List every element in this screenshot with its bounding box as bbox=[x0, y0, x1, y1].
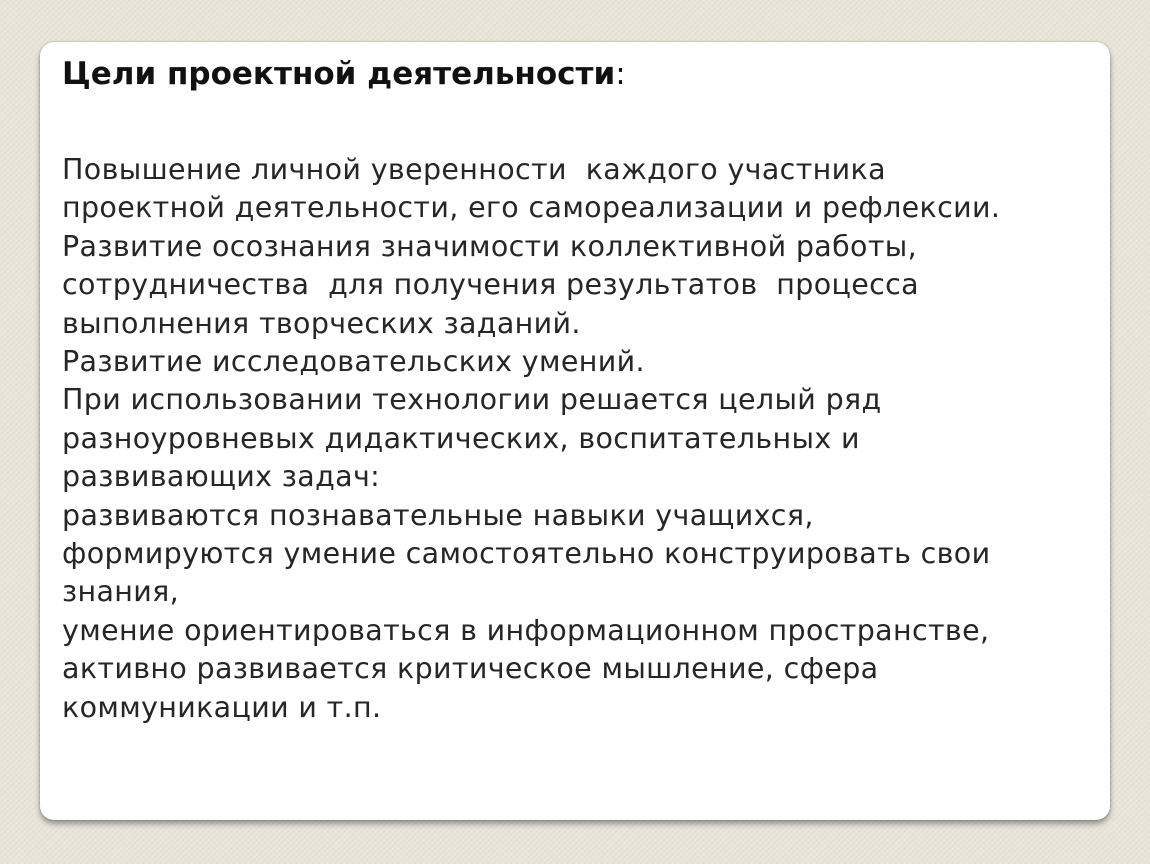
text-line: выполнения творческих заданий. bbox=[62, 306, 581, 340]
slide-title bbox=[62, 54, 1090, 94]
slide-body-text bbox=[62, 151, 1090, 727]
text-line: Развитие осознания значимости коллективной работы, bbox=[62, 229, 918, 263]
text-line: проектной деятельности, его самореализации и рефлексии. bbox=[62, 191, 1001, 225]
text-line: коммуникации и т.п. bbox=[62, 690, 382, 724]
slide-title-colon: : bbox=[615, 56, 626, 92]
text-line: развиваются познавательные навыки учащихся, bbox=[62, 498, 814, 532]
slide-content-card bbox=[40, 42, 1110, 820]
text-line: развивающих задач: bbox=[62, 460, 381, 494]
text-line: Развитие исследовательских умений. bbox=[62, 345, 645, 379]
text-line: сотрудничества для получения результатов процесса bbox=[62, 268, 919, 302]
text-line: разноуровневых дидактических, воспитательных и bbox=[62, 421, 860, 455]
slide-title-text: Цели проектной деятельности bbox=[62, 56, 616, 92]
text-line: При использовании технологии решается целый ряд bbox=[62, 383, 882, 417]
text-line: умение ориентироваться в информационном пространстве, bbox=[62, 613, 990, 647]
text-line: Повышение личной уверенности каждого участника bbox=[62, 153, 886, 186]
text-line: активно развивается критическое мышление, сфера bbox=[62, 652, 879, 686]
text-line: знания, bbox=[62, 575, 180, 609]
text-line: формируются умение самостоятельно конструировать свои bbox=[62, 537, 991, 571]
